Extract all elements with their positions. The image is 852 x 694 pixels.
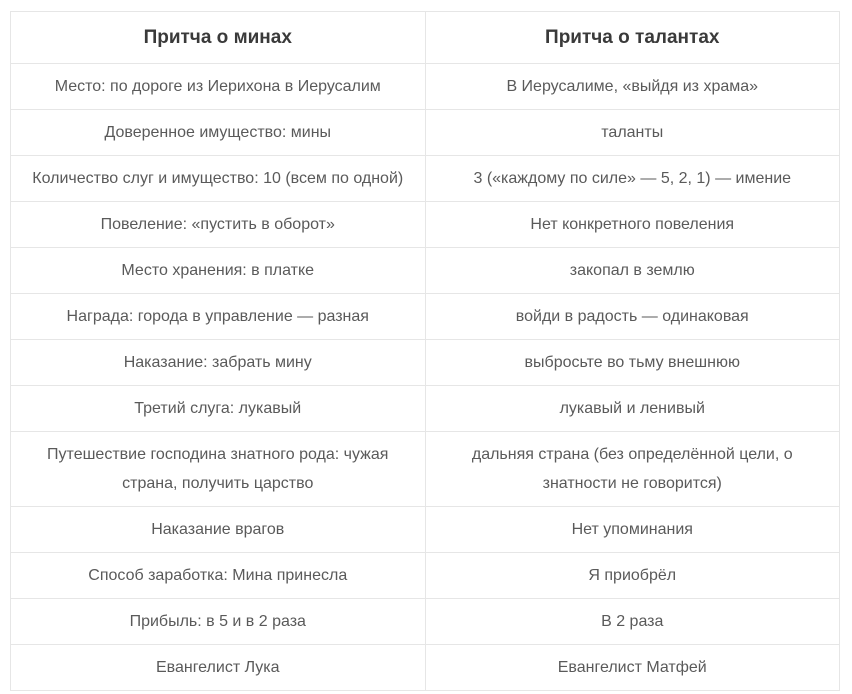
table-cell-minas: Евангелист Лука: [11, 645, 426, 691]
table-row: [11, 110, 840, 156]
table-row: [11, 599, 840, 645]
table-cell-minas: Способ заработка: Мина принесла: [11, 553, 426, 599]
table-row: [11, 645, 840, 691]
table-cell-minas: Третий слуга: лукавый: [11, 386, 426, 432]
table-cell-talents: 3 («каждому по силе» — 5, 2, 1) — имение: [425, 156, 840, 202]
table-cell-talents: Я приобрёл: [425, 553, 840, 599]
table-cell-talents: войди в радость — одинаковая: [425, 294, 840, 340]
table-cell-minas: Награда: города в управление — разная: [11, 294, 426, 340]
table-cell-minas: Место хранения: в платке: [11, 248, 426, 294]
table-row: [11, 202, 840, 248]
table-cell-minas: Наказание: забрать мину: [11, 340, 426, 386]
table-row: [11, 432, 840, 507]
table-cell-talents: выбросьте во тьму внешнюю: [425, 340, 840, 386]
table-cell-minas: Доверенное имущество: мины: [11, 110, 426, 156]
table-cell-talents: закопал в землю: [425, 248, 840, 294]
header-parable-of-talents: Притча о талантах: [425, 12, 840, 64]
table-header-row: [11, 12, 840, 64]
table-cell-minas: Наказание врагов: [11, 507, 426, 553]
table-cell-talents: таланты: [425, 110, 840, 156]
table-cell-minas: Путешествие господина знатного рода: чужая страна, получить царство: [11, 432, 426, 507]
table-row: [11, 386, 840, 432]
table-cell-minas: Место: по дороге из Иерихона в Иерусалим: [11, 64, 426, 110]
table-cell-minas: Количество слуг и имущество: 10 (всем по одной): [11, 156, 426, 202]
table-cell-minas: Повеление: «пустить в оборот»: [11, 202, 426, 248]
table-row: [11, 507, 840, 553]
table-row: [11, 340, 840, 386]
table-cell-talents: В Иерусалиме, «выйдя из храма»: [425, 64, 840, 110]
comparison-table: [10, 11, 840, 691]
table-cell-talents: Нет упоминания: [425, 507, 840, 553]
table-row: [11, 156, 840, 202]
table-cell-minas: Прибыль: в 5 и в 2 раза: [11, 599, 426, 645]
table-row: [11, 64, 840, 110]
table-cell-talents: дальняя страна (без определённой цели, о знатности не говорится): [425, 432, 840, 507]
table-row: [11, 294, 840, 340]
table-cell-talents: лукавый и ленивый: [425, 386, 840, 432]
header-parable-of-minas: Притча о минах: [11, 12, 426, 64]
table-cell-talents: В 2 раза: [425, 599, 840, 645]
table-row: [11, 553, 840, 599]
table-row: [11, 248, 840, 294]
comparison-table-container: [10, 11, 840, 691]
table-cell-talents: Нет конкретного повеления: [425, 202, 840, 248]
table-cell-talents: Евангелист Матфей: [425, 645, 840, 691]
